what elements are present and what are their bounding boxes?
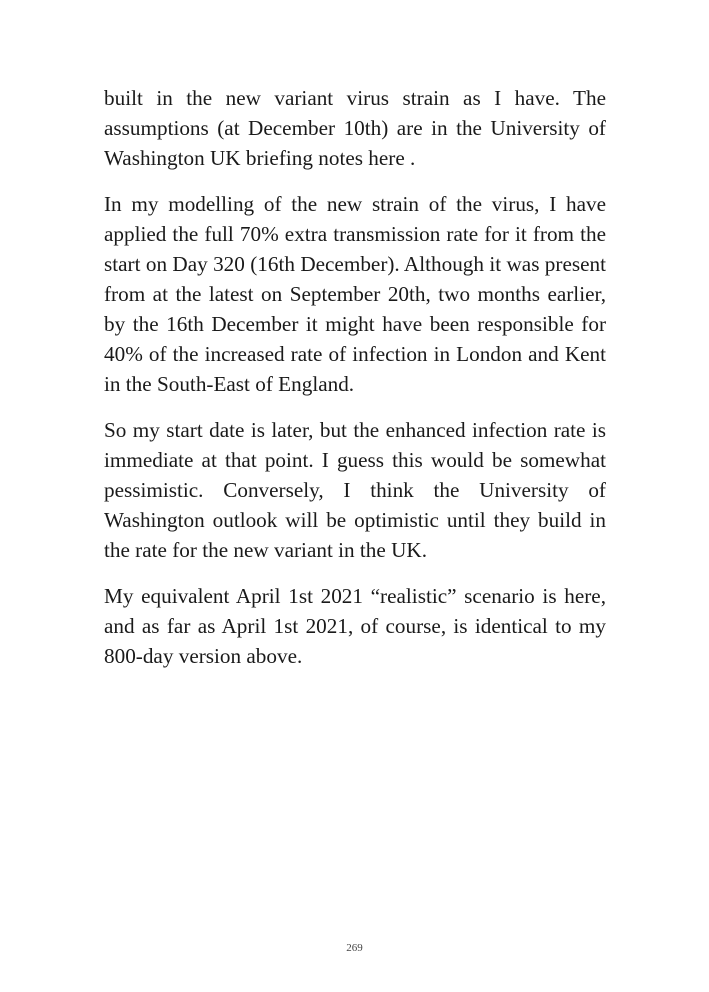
body-text xyxy=(104,83,606,687)
paragraph-1: built in the new variant virus strain as I have. The assumptions (at December 10th) are in the University of Washington UK briefing notes here . xyxy=(104,86,606,170)
paragraph-4: My equivalent April 1st 2021 “realistic” scenario is here, and as far as April 1st 2021, of course, is identical to my 800-day version above. xyxy=(104,584,606,668)
page-number: 269 xyxy=(346,942,363,954)
paragraph-3: So my start date is later, but the enhanced infection rate is immediate at that point. I guess this would be somewhat pessimistic. Conversely, I think the University of Washington outlook will be optimistic until they build in the rate for the new variant in the UK. xyxy=(104,418,606,562)
paragraph-2: In my modelling of the new strain of the virus, I have applied the full 70% extra transmission rate for it from the start on Day 320 (16th December). Although it was present from at the latest on September 20th, two months earlier, by the 16th December it might have been responsible for 40% of the increased rate of infection in London and Kent in the South-East of England. xyxy=(104,192,606,396)
